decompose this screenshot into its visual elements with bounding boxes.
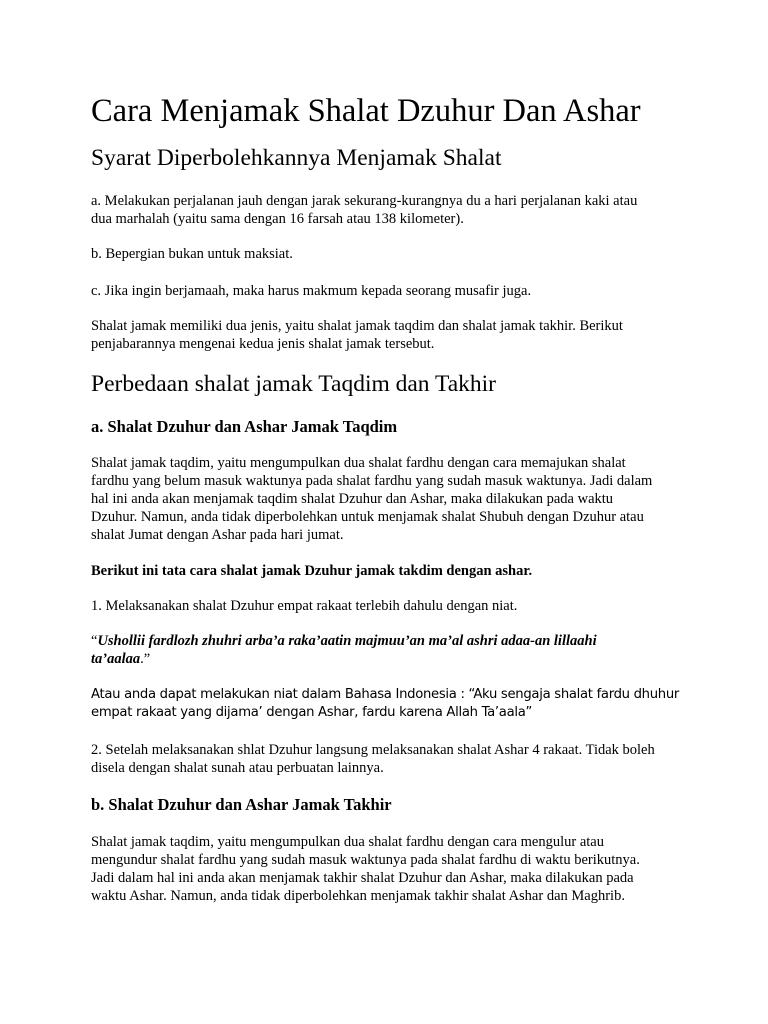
text-line: Shalat jamak memiliki dua jenis, yaitu shalat jamak taqdim dan shalat jamak takhir. Berikut <box>91 318 623 334</box>
text-line: mengundur shalat fardhu yang sudah masuk waktunya pada shalat fardhu di waktu berikutnya. <box>91 852 640 868</box>
text-line: a. Melakukan perjalanan jauh dengan jarak sekurang-kurangnya du a hari perjalanan kaki atau <box>91 193 638 209</box>
text-line: b. Bepergian bukan untuk maksiat. <box>91 246 293 262</box>
text-line: dua marhalah (yaitu sama dengan 16 farsah atau 138 kilometer). <box>91 211 464 227</box>
paragraph-takhir <box>91 833 691 905</box>
text-line: Shalat jamak taqdim, yaitu mengumpulkan dua shalat fardhu dengan cara memajukan shalat <box>91 455 626 471</box>
text-line: penjabarannya mengenai kedua jenis shalat jamak tersebut. <box>91 336 435 352</box>
text-line: Dzuhur. Namun, anda tidak diperbolehkan untuk menjamak shalat Shubuh dengan Dzuhur atau <box>91 509 644 525</box>
text-line: shalat Jumat dengan Ashar pada hari jumat. <box>91 527 344 543</box>
paragraph-tata-cara <box>91 562 691 580</box>
paragraph-item-c <box>91 282 691 300</box>
open-quote: “ <box>91 633 98 649</box>
paragraph-niat-arab <box>91 632 691 668</box>
paragraph-summary <box>91 317 691 353</box>
paragraph-taqdim <box>91 454 691 544</box>
document-title: Cara Menjamak Shalat Dzuhur Dan Ashar <box>91 93 641 129</box>
paragraph-niat-indonesia <box>91 686 691 722</box>
heading-syarat: Syarat Diperbolehkannya Menjamak Shalat <box>91 145 502 171</box>
text-line: Atau anda dapat melakukan niat dalam Bahasa Indonesia : “Aku sengaja shalat fardu dhuhur <box>91 687 680 702</box>
text-line: hal ini anda akan menjamak taqdim shalat Dzuhur dan Ashar, maka dilakukan pada waktu <box>91 491 614 507</box>
text-line: 2. Setelah melaksanakan shlat Dzuhur langsung melaksanakan shalat Ashar 4 rakaat. Tidak boleh <box>91 742 655 758</box>
paragraph-item-b <box>91 245 691 263</box>
text-line: Shalat jamak taqdim, yaitu mengumpulkan dua shalat fardhu dengan cara mengulur atau <box>91 834 604 850</box>
niat-text: Ushollii fardlozh zhuhri arba’a raka’aatin majmuu’an ma’al ashri adaa-an lillaahi <box>97 633 597 649</box>
heading-perbedaan: Perbedaan shalat jamak Taqdim dan Takhir <box>91 371 497 397</box>
text-line: fardhu yang belum masuk waktunya pada shalat fardhu yang sudah masuk waktunya. Jadi dalam <box>91 473 653 489</box>
paragraph-item-a <box>91 192 691 228</box>
paragraph-step-1 <box>91 597 691 615</box>
paragraph-step-2 <box>91 741 691 777</box>
niat-text: ta’aalaa <box>91 651 141 667</box>
text-line: empat rakaat yang dijama’ dengan Ashar, fardu karena Allah Ta’aala” <box>91 705 533 720</box>
heading-jamak-taqdim: a. Shalat Dzuhur dan Ashar Jamak Taqdim <box>91 417 398 436</box>
text-line: 1. Melaksanakan shalat Dzuhur empat rakaat terlebih dahulu dengan niat. <box>91 598 518 614</box>
text-line: c. Jika ingin berjamaah, maka harus makmum kepada seorang musafir juga. <box>91 283 532 299</box>
text-line: Berikut ini tata cara shalat jamak Dzuhur jamak takdim dengan ashar. <box>91 563 533 579</box>
heading-jamak-takhir: b. Shalat Dzuhur dan Ashar Jamak Takhir <box>91 795 392 814</box>
text-line: disela dengan shalat sunah atau perbuatan lainnya. <box>91 760 384 776</box>
text-line: Jadi dalam hal ini anda akan menjamak takhir shalat Dzuhur dan Ashar, maka dilakukan pada <box>91 870 634 886</box>
close-quote: .” <box>140 651 151 667</box>
text-line: waktu Ashar. Namun, anda tidak diperbolehkan menjamak takhir shalat Ashar dan Maghrib. <box>91 888 625 904</box>
